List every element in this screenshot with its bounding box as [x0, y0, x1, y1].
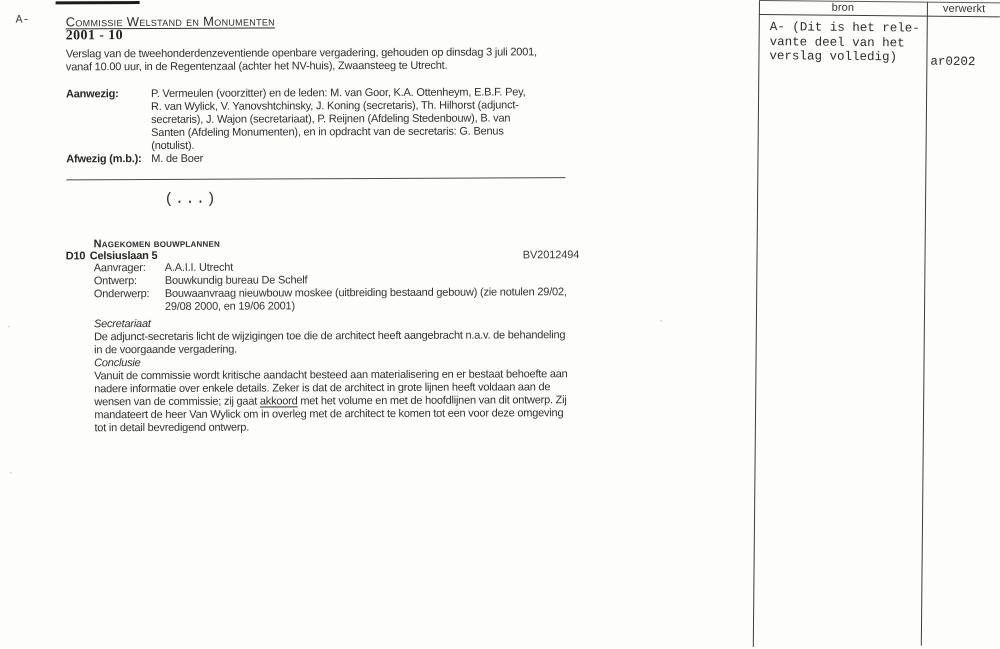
absent-value: M. de Boer — [151, 152, 204, 165]
present-label: Aanwezig: — [65, 88, 119, 101]
margin-reference-mark: A- — [15, 13, 30, 27]
verwerkt-code: ar0202 — [930, 54, 976, 70]
agenda-item-code: D10 — [65, 250, 86, 263]
case-fields — [94, 260, 567, 314]
bron-note-line: A- (Dit is het rele- — [769, 20, 920, 36]
field-label-spacer — [94, 301, 165, 314]
omission-mark: (...) — [164, 190, 218, 208]
field-value: A.A.I.I. Utrecht — [164, 261, 234, 274]
secretariaat-line: De adjunct-secretaris licht de wijzigingen toe die de architect heeft aangebracht n.a.v. de behandeling — [94, 329, 566, 344]
conclusie-line-post: met het volume en met de hoofdlijnen van dit ontwerp. Zij — [297, 394, 567, 408]
field-label: Onderwerp: — [93, 287, 150, 301]
conclusie-line: tot in detail bevredigend ontwerp. — [94, 421, 250, 435]
section-heading: Nagekomen bouwplannen — [93, 237, 220, 251]
bron-note-line: vante deel van het — [769, 34, 905, 51]
panel-column-divider — [921, 2, 928, 646]
present-line: Santen (Afdeling Monumenten), en in opdracht van de secretaris: G. Benus — [151, 125, 504, 139]
secretariaat-line: in de voorgaande vergadering. — [94, 343, 237, 357]
scan-artifact-bar — [56, 1, 140, 4]
conclusie-line-pre: wensen van de commissie; zij gaat — [94, 395, 260, 409]
field-value: Bouwkundig bureau De Schelf — [164, 274, 308, 287]
case-reference-number: BV2012494 — [522, 249, 580, 262]
document-title: Commissie Welstand en Monumenten — [65, 13, 275, 30]
minutes-body — [94, 316, 568, 435]
present-line: R. van Wylick, V. Yanovshtchinsky, J. Koning (secretaris), Th. Hilhorst (adjunct- — [151, 99, 519, 113]
secretariaat-heading: Secretariaat — [93, 317, 151, 331]
conclusie-line: nadere informatie over enkele details. Zeker is dat de architect in grote lijnen heeft voldaan aan de — [94, 381, 551, 396]
scan-speck — [10, 472, 12, 474]
present-list — [151, 86, 526, 153]
field-label: Aanvrager: — [93, 262, 146, 275]
absent-label: Afwezig (m.b.): — [66, 153, 142, 166]
annotation-panel — [751, 0, 1000, 649]
conclusie-line: mandateert de heer Van Wylick om in overleg met de architect te komen tot een voor deze omgeving — [94, 407, 564, 422]
scan-speck — [8, 326, 10, 328]
field-value: 29/08 2000, en 19/06 2001) — [164, 300, 295, 313]
bron-note-line: verslag volledig) — [769, 49, 898, 65]
field-label: Ontwerp: — [93, 275, 137, 288]
intro-line: Verslag van de tweehonderdenzeventiende openbare vergadering, gehouden op dinsdag 3 juli 2001, — [65, 46, 537, 61]
present-line: P. Vermeulen (voorzitter) en de leden: M. van Goor, K.A. Ottenheym, E.B.F. Pey, — [150, 86, 526, 100]
column-header-verwerkt: verwerkt — [942, 2, 986, 16]
column-header-bron: bron — [831, 1, 855, 14]
conclusie-underlined-word: akkoord — [259, 395, 298, 408]
conclusie-heading: Conclusie — [94, 357, 141, 370]
horizontal-rule — [66, 177, 565, 181]
present-line: (notulist). — [151, 139, 195, 152]
conclusie-line: Vanuit de commissie wordt kritische aandacht besteed aan materialisering en er bestaat behoefte aan — [94, 368, 568, 383]
present-line: secretaris), J. Wajon (secretariaat), P. Reijnen (Afdeling Stedenbouw), B. van — [151, 112, 511, 126]
agenda-item-title: Celsiuslaan 5 — [89, 249, 158, 263]
intro-line: vanaf 10.00 uur, in de Regentenzaal (achter het NV-huis), Zwaansteeg te Utrecht. — [65, 59, 448, 74]
bron-typewriter-note — [769, 20, 919, 66]
document-number: 2001 - 10 — [65, 28, 124, 44]
field-value: Bouwaanvraag nieuwbouw moskee (uitbreiding bestaand gebouw) (zie notulen 29/02, — [164, 286, 567, 300]
meeting-intro — [66, 46, 537, 74]
scan-speck — [660, 320, 662, 322]
